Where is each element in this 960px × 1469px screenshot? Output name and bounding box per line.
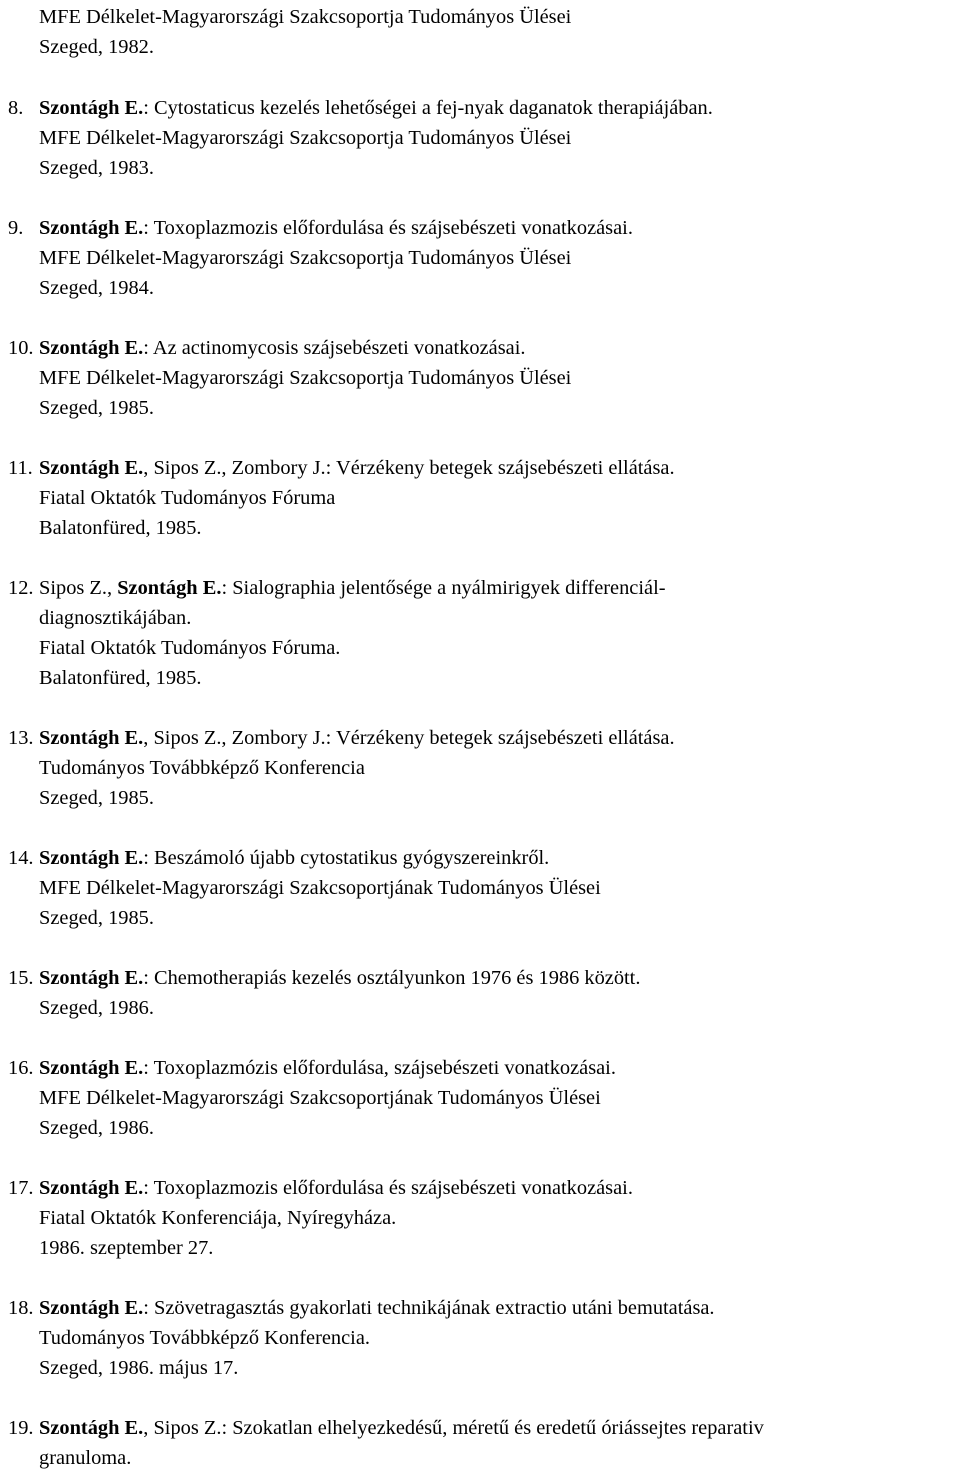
entry-citation-line: [39, 578, 666, 598]
entry-place-date: Szeged, 1983.: [39, 157, 154, 179]
entry-title: : Szövetragasztás gyakorlati technikájának extractio utáni bemutatása.: [143, 1297, 715, 1319]
entry-title: : Toxoplazmózis előfordulása, szájsebészeti vonatkozásai.: [143, 1057, 616, 1079]
entry-citation-line: [39, 338, 525, 358]
entry-venue: MFE Délkelet-Magyarországi Szakcsoportja Tudományos Ülései: [39, 367, 572, 389]
author-names: Sipos Z.,: [39, 577, 118, 599]
author-name-highlighted: Szontágh E.: [39, 967, 144, 989]
entry-place-date: Szeged, 1985.: [39, 787, 154, 809]
author-name-highlighted: Szontágh E.: [39, 1177, 144, 1199]
entry-citation-line: [39, 1058, 616, 1078]
author-names: , Sipos Z.: [143, 1417, 222, 1439]
author-name-highlighted: Szontágh E.: [39, 1057, 144, 1079]
entry-venue: Fiatal Oktatók Tudományos Fóruma: [39, 487, 336, 509]
entry-citation-line: [39, 218, 633, 238]
entry-venue: MFE Délkelet-Magyarországi Szakcsoportjának Tudományos Ülései: [39, 877, 601, 899]
entry-venue: MFE Délkelet-Magyarországi Szakcsoportja Tudományos Ülései: [39, 247, 572, 269]
author-name-highlighted: Szontágh E.: [39, 97, 144, 119]
entry-citation-line: [39, 848, 549, 868]
entry-place-date: Szeged, 1985.: [39, 907, 154, 929]
entry-place-date: Szeged, 1984.: [39, 277, 154, 299]
lead-venue: MFE Délkelet-Magyarországi Szakcsoportja Tudományos Ülései: [39, 6, 572, 28]
entry-title: : Vérzékeny betegek szájsebészeti ellátása.: [325, 727, 675, 749]
entry-place-date: Szeged, 1986. május 17.: [39, 1357, 239, 1379]
entry-place-date: Balatonfüred, 1985.: [39, 517, 202, 539]
author-name-highlighted: Szontágh E.: [39, 727, 144, 749]
entry-title: : Toxoplazmozis előfordulása és szájsebészeti vonatkozásai.: [143, 1177, 633, 1199]
author-name-highlighted: Szontágh E.: [39, 1417, 144, 1439]
entry-title: : Sialographia jelentősége a nyálmirigyek differenciál-: [221, 577, 666, 599]
entry-number: 8.: [8, 97, 24, 119]
author-name-highlighted: Szontágh E.: [39, 1297, 144, 1319]
entry-title-continued: granuloma.: [39, 1447, 132, 1469]
entry-number: 12.: [8, 577, 34, 599]
entry-citation-line: [39, 968, 640, 988]
entry-citation-line: [39, 1178, 633, 1198]
entry-place-date: Balatonfüred, 1985.: [39, 667, 202, 689]
entry-title: : Vérzékeny betegek szájsebészeti ellátása.: [325, 457, 675, 479]
entry-title: : Beszámoló újabb cytostatikus gyógyszereinkről.: [143, 847, 550, 869]
entry-venue: Fiatal Oktatók Konferenciája, Nyíregyháza.: [39, 1207, 397, 1229]
entry-number: 18.: [8, 1297, 34, 1319]
entry-citation-line: [39, 458, 675, 478]
lead-place-date: Szeged, 1982.: [39, 36, 154, 58]
entry-citation-line: [39, 98, 713, 118]
entry-venue: Tudományos Továbbképző Konferencia: [39, 757, 365, 779]
author-name-highlighted: Szontágh E.: [117, 577, 222, 599]
author-name-highlighted: Szontágh E.: [39, 337, 144, 359]
entry-number: 17.: [8, 1177, 34, 1199]
author-names: , Sipos Z., Zombory J.: [143, 457, 326, 479]
entry-citation-line: [39, 728, 675, 748]
entry-place-date: 1986. szeptember 27.: [39, 1237, 214, 1259]
entry-citation-line: [39, 1418, 764, 1438]
entry-number: 16.: [8, 1057, 34, 1079]
entry-venue: Tudományos Továbbképző Konferencia.: [39, 1327, 370, 1349]
entry-venue: MFE Délkelet-Magyarországi Szakcsoportjának Tudományos Ülései: [39, 1087, 601, 1109]
entry-number: 11.: [8, 457, 33, 479]
entry-number: 15.: [8, 967, 34, 989]
entry-title: : Toxoplazmozis előfordulása és szájsebészeti vonatkozásai.: [143, 217, 633, 239]
entry-title-continued: diagnosztikájában.: [39, 607, 192, 629]
entry-number: 10.: [8, 337, 34, 359]
entry-number: 19.: [8, 1417, 34, 1439]
entry-title: : Chemotherapiás kezelés osztályunkon 1976 és 1986 között.: [143, 967, 641, 989]
author-name-highlighted: Szontágh E.: [39, 217, 144, 239]
entry-venue: MFE Délkelet-Magyarországi Szakcsoportja Tudományos Ülései: [39, 127, 572, 149]
entry-title: : Cytostaticus kezelés lehetőségei a fej-nyak daganatok therapiájában.: [143, 97, 713, 119]
entry-place-date: Szeged, 1986.: [39, 1117, 154, 1139]
author-name-highlighted: Szontágh E.: [39, 847, 144, 869]
entry-place-date: Szeged, 1986.: [39, 997, 154, 1019]
entry-venue: Fiatal Oktatók Tudományos Fóruma.: [39, 637, 341, 659]
entry-title: : Az actinomycosis szájsebészeti vonatkozásai.: [143, 337, 526, 359]
entry-place-date: Szeged, 1985.: [39, 397, 154, 419]
entry-number: 14.: [8, 847, 34, 869]
author-names: , Sipos Z., Zombory J.: [143, 727, 326, 749]
entry-title: : Szokatlan elhelyezkedésű, méretű és eredetű óriássejtes reparativ: [221, 1417, 764, 1439]
author-name-highlighted: Szontágh E.: [39, 457, 144, 479]
entry-citation-line: [39, 1298, 715, 1318]
entry-number: 13.: [8, 727, 34, 749]
entry-number: 9.: [8, 217, 24, 239]
